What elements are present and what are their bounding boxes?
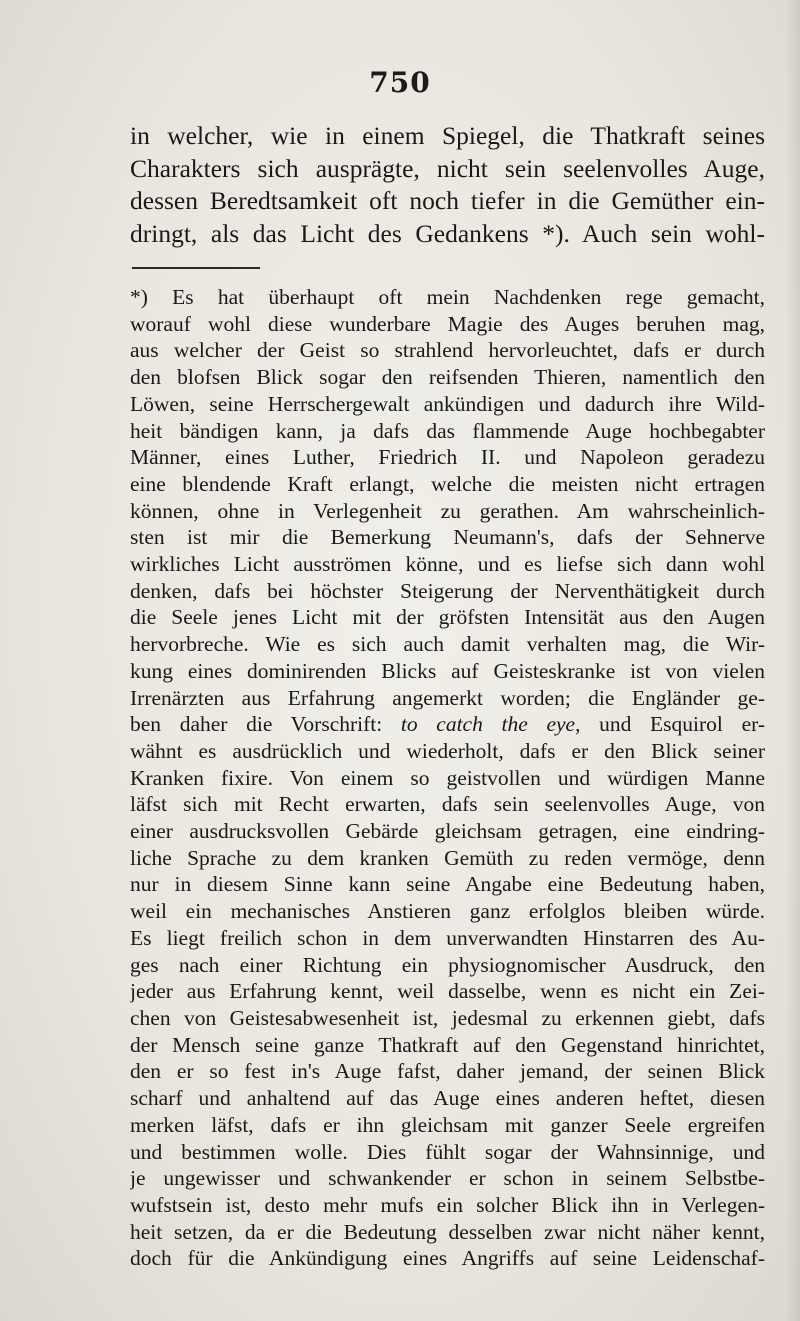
- footnote-line: wufstsein ist, desto mehr mufs ein solcher Blick ihn in Verlegen-: [130, 1192, 765, 1217]
- footnote-line: der Mensch seine ganze Thatkraft auf den Gegenstand hinrichtet,: [130, 1032, 765, 1057]
- page-number: 750: [369, 66, 431, 99]
- footnote-line: den blofsen Blick sogar den reifsenden Thieren, namentlich den: [130, 365, 765, 390]
- footnote-line: ben daher die Vorschrift: to catch the eye, und Esquirol er-: [130, 712, 765, 737]
- footnote-line: Löwen, seine Herrschergewalt ankündigen und dadurch ihre Wild-: [130, 391, 765, 416]
- footnote-line: scharf und anhaltend auf das Auge eines anderen heftet, diesen: [130, 1086, 765, 1111]
- footnote-line: ges nach einer Richtung ein physiognomischer Ausdruck, den: [130, 952, 765, 977]
- footnote-line: nur in diesem Sinne kann seine Angabe eine Bedeutung haben,: [130, 872, 765, 897]
- footnote-line: doch für die Ankündigung eines Angriffs auf seine Leidenschaf-: [130, 1246, 765, 1271]
- footnote-line: den er so fest in's Auge fafst, daher jemand, der seinen Blick: [130, 1059, 765, 1084]
- footnote-line: *) Es hat überhaupt oft mein Nachdenken rege gemacht,: [130, 285, 765, 309]
- footnote-separator-rule: [132, 267, 260, 269]
- main-text-line: dessen Beredtsamkeit oft noch tiefer in die Gemüther ein-: [130, 186, 765, 215]
- footnote-line: die Seele jenes Licht mit der gröfsten Intensität aus den Augen: [130, 605, 765, 630]
- footnote-line: heit bändigen kann, ja dafs das flammende Auge hochbegabter: [130, 418, 765, 443]
- footnote-line: Kranken fixire. Von einem so geistvollen und würdigen Manne: [130, 765, 765, 790]
- footnote-line: je ungewisser und schwankender er schon in seinem Selbstbe-: [130, 1166, 765, 1191]
- italic-phrase: to catch the eye: [400, 712, 576, 737]
- footnote-line: kung eines dominirenden Blicks auf Geisteskranke ist von vielen: [130, 658, 765, 683]
- footnote-line: aus welcher der Geist so strahlend hervorleuchtet, dafs er durch: [130, 338, 765, 363]
- footnote-line: chen von Geistesabwesenheit ist, jedesmal zu erkennen giebt, dafs: [130, 1005, 765, 1030]
- footnote-block: [130, 284, 765, 1272]
- footnote-line: Irrenärzten aus Erfahrung angemerkt worden; die Engländer ge-: [130, 685, 765, 710]
- footnote-line: worauf wohl diese wunderbare Magie des Auges beruhen mag,: [130, 311, 765, 336]
- footnote-line: eine blendende Kraft erlangt, welche die meisten nicht ertragen: [130, 471, 765, 496]
- footnote-line: und bestimmen wolle. Dies fühlt sogar der Wahnsinnige, und: [130, 1139, 765, 1164]
- footnote-line: wirkliches Licht ausströmen könne, und es liefse sich dann wohl: [130, 552, 765, 577]
- main-text-line: in welcher, wie in einem Spiegel, die Thatkraft seines: [130, 121, 765, 150]
- footnote-line: Es liegt freilich schon in dem unverwandten Hinstarren des Au-: [130, 925, 765, 950]
- footnote-line: Männer, eines Luther, Friedrich II. und Napoleon geradezu: [130, 445, 765, 470]
- main-text-line: dringt, als das Licht des Gedankens *). Auch sein wohl-: [130, 218, 765, 248]
- footnote-line: heit setzen, da er die Bedeutung desselben zwar nicht näher kennt,: [130, 1219, 765, 1244]
- main-text-block: [130, 120, 765, 250]
- footnote-line: läfst sich mit Recht erwarten, dafs sein seelenvolles Auge, von: [130, 792, 765, 817]
- footnote-line: liche Sprache zu dem kranken Gemüth zu reden vermöge, denn: [130, 845, 765, 870]
- footnote-line: einer ausdrucksvollen Gebärde gleichsam getragen, eine eindring-: [130, 819, 765, 844]
- footnote-line: hervorbreche. Wie es sich auch damit verhalten mag, die Wir-: [130, 632, 765, 657]
- main-text-line: Charakters sich ausprägte, nicht sein seelenvolles Auge,: [130, 153, 765, 183]
- footnote-line: jeder aus Erfahrung kennt, weil dasselbe, wenn es nicht ein Zei-: [130, 979, 765, 1004]
- footnote-line: denken, dafs bei höchster Steigerung der Nerventhätigkeit durch: [130, 578, 765, 603]
- footnote-line: wähnt es ausdrücklich und wiederholt, dafs er den Blick seiner: [130, 738, 765, 763]
- footnote-line: merken läfst, dafs er ihn gleichsam mit ganzer Seele ergreifen: [130, 1112, 765, 1137]
- footnote-line: können, ohne in Verlegenheit zu gerathen. Am wahrscheinlich-: [130, 498, 765, 523]
- footnote-line: weil ein mechanisches Anstieren ganz erfolglos bleiben würde.: [130, 899, 765, 924]
- page-edge-shadow: [786, 0, 800, 1321]
- footnote-line: sten ist mir die Bemerkung Neumann's, dafs der Sehnerve: [130, 525, 765, 550]
